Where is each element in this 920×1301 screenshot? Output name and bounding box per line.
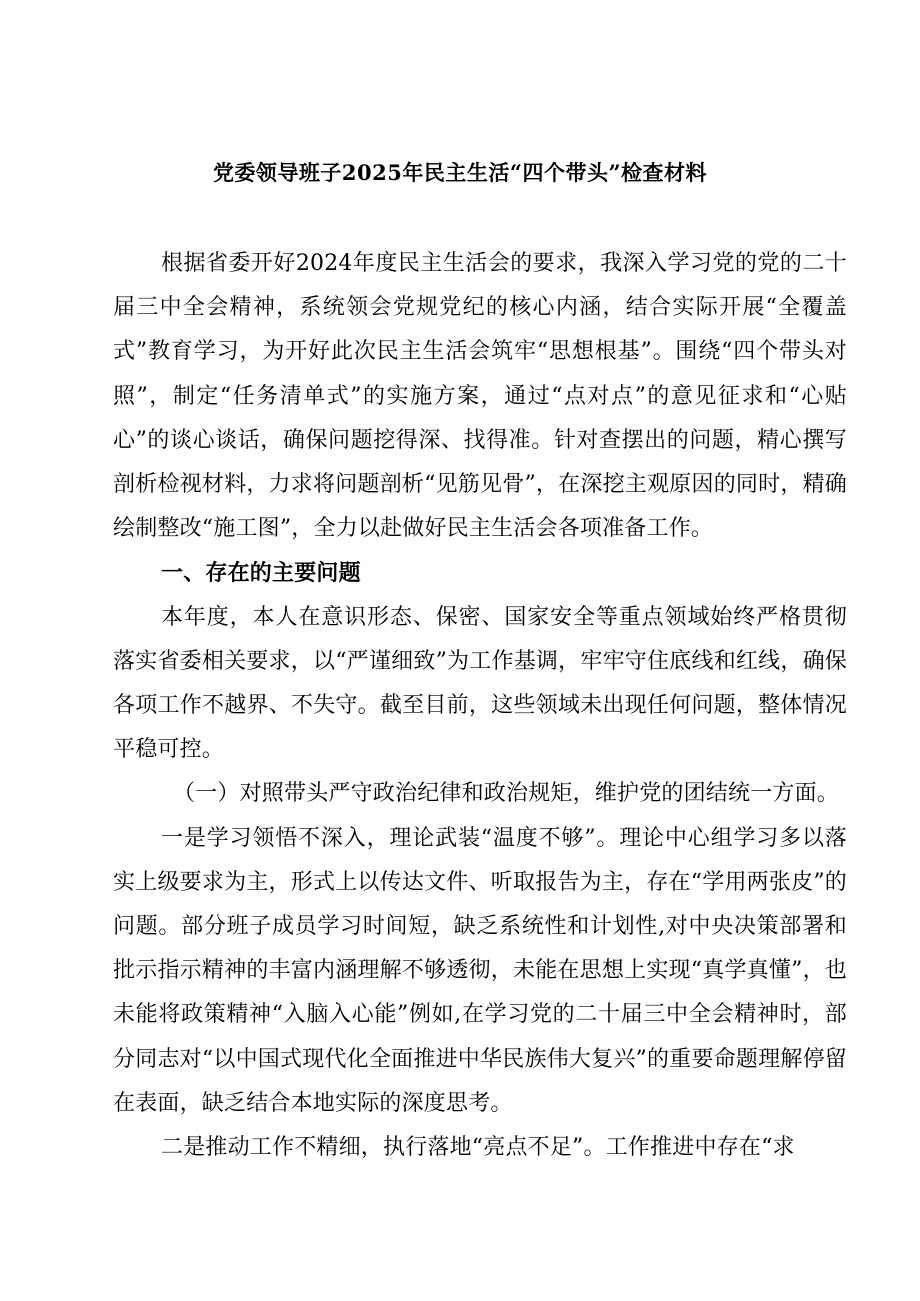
- overview-paragraph: 本年度，本人在意识形态、保密、国家安全等重点领域始终严格贯彻落实省委相关要求，以“严谨细致”为工作基调，牢牢守住底线和红线，确保各项工作不越界、不失守。截至目前，这些领域未出现任何问题，整体情况平稳可控。: [113, 604, 847, 763]
- intro-paragraph: 根据省委开好2024年度民主生活会的要求，我深入学习党的党的二十届三中全会精神，系统领会党规党纪的核心内涵，结合实际开展“全覆盖式”教育学习，为开好此次民主生活会筑牢“思想根基”。围绕“四个带头对照”，制定“任务清单式”的实施方案，通过“点对点”的意见征求和“心贴心”的谈心谈话，确保问题挖得深、找得准。针对查摆出的问题，精心撰写剖析检视材料，力求将问题剖析“见筋见骨”，在深挖主观原因的同时，精确绘制整改“施工图”，全力以赴做好民主生活会各项准备工作。: [113, 251, 847, 542]
- problem-two-paragraph: 二是推动工作不精细，执行落地“亮点不足”。工作推进中存在“求: [161, 1135, 795, 1161]
- section-heading-main-problems: 一、存在的主要问题: [161, 560, 361, 587]
- document-body: [113, 242, 847, 1170]
- subsection-heading-political-discipline: （一）对照带头严守政治纪律和政治规矩，维护党的团结统一方面。: [173, 781, 840, 807]
- problem-one-paragraph: 一是学习领悟不深入，理论武装“温度不够”。理论中心组学习多以落实上级要求为主，形式上以传达文件、听取报告为主，存在“学用两张皮”的问题。部分班子成员学习时间短，缺乏系统性和计划性,对中央决策部署和批示指示精神的丰富内涵理解不够透彻，未能在思想上实现“真学真懂”，也未能将政策精神“入脑入心能”例如,在学习党的二十届三中全会精神时，部分同志对“以中国式现代化全面推进中华民族伟大复兴”的重要命题理解停留在表面，缺乏结合本地实际的深度思考。: [113, 825, 847, 1116]
- document-title: 党委领导班子2025年民主生活“四个带头”检查材料: [212, 160, 708, 185]
